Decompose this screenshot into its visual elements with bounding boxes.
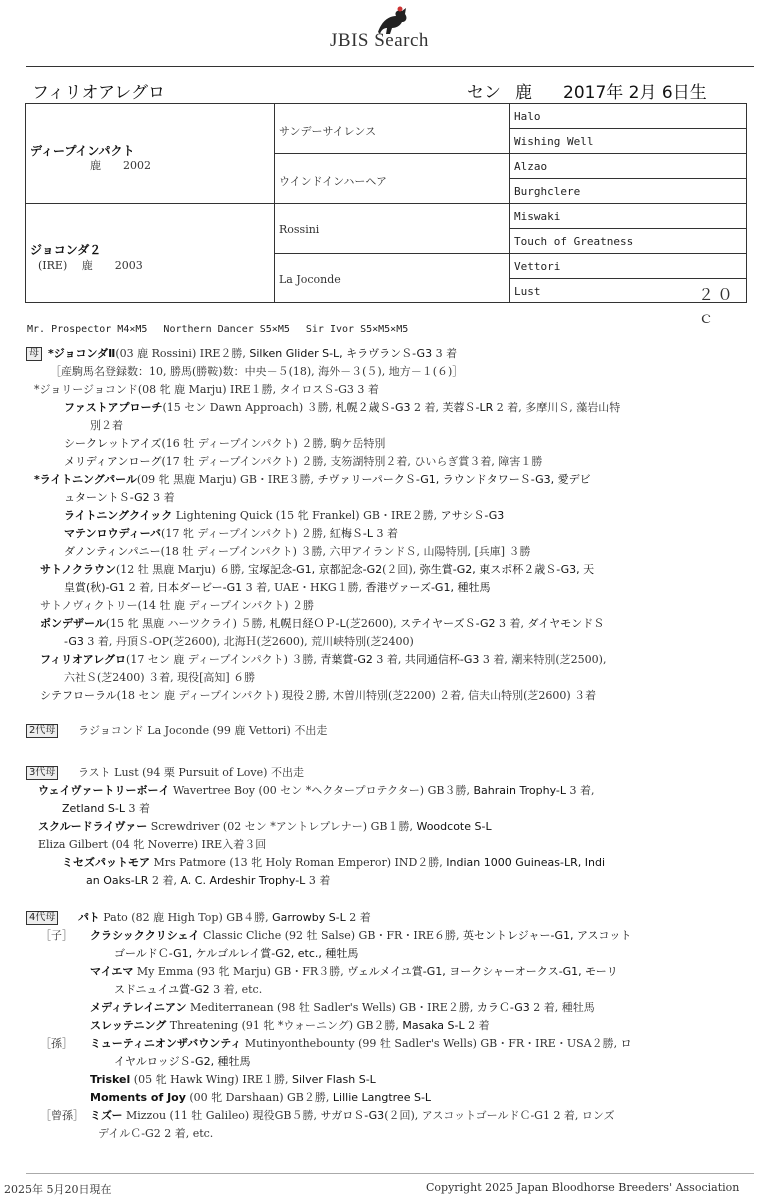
record-text: 3 着, bbox=[372, 653, 405, 666]
horse-sex: セン bbox=[467, 83, 501, 103]
horse-link[interactable]: フィリオアレグロ bbox=[40, 653, 127, 666]
horse-link[interactable]: マテンロウディーバ bbox=[64, 527, 162, 540]
gp-5[interactable]: Miswaki bbox=[514, 210, 561, 223]
record-text: 札幌日経ＯＰ-L bbox=[269, 617, 346, 630]
record-text: an Oaks-LR bbox=[86, 874, 149, 887]
record-text: アサシＳ-G3 bbox=[440, 509, 505, 522]
third-dam-tag: 3代母 bbox=[26, 766, 58, 780]
footer-date: 2025年 5月20日現在 bbox=[4, 1183, 112, 1196]
second-dam-tag: 2代母 bbox=[26, 724, 58, 738]
dam-tag: 母 bbox=[26, 347, 42, 361]
record-text: 3 着 bbox=[149, 491, 175, 504]
gp-3[interactable]: Alzao bbox=[514, 160, 548, 173]
record-text: A. C. Ardeshir Trophy-L bbox=[180, 874, 306, 887]
record-text: ゴールドＣ-G1, ケルゴルレイ賞-G2, etc., 種牡馬 bbox=[114, 947, 359, 960]
fourth-dam-record-line bbox=[78, 909, 371, 925]
fourth-dam-record-line bbox=[90, 963, 618, 979]
record-text: 2 着, 種牡馬 bbox=[529, 1001, 595, 1014]
dam-record-line bbox=[64, 489, 175, 505]
record-text: 2 着 bbox=[345, 911, 371, 924]
record-text: Pato (82 鹿 High Top) GB４勝, bbox=[99, 911, 273, 924]
record-text: (17 牡 ディープインパクト) ２勝, 支笏湖特別２着, ひいらぎ賞３着, 障害１勝 bbox=[161, 455, 543, 468]
dam-sire[interactable]: Rossini bbox=[279, 223, 320, 236]
record-text: 3 着 bbox=[305, 874, 331, 887]
record-text: My Emma (93 牝 Marju) GB・FR３勝, bbox=[133, 965, 348, 978]
record-text: ［産駒馬名登録数：10, 勝馬(勝鞍)数：中央－５(18), 海外－３(５), 地方－１(６)］ bbox=[50, 365, 464, 378]
dam-record-line bbox=[64, 525, 398, 541]
gp-8[interactable]: Lust bbox=[514, 285, 541, 298]
record-text: Threatening (91 牝 *ウォーニング) GB２勝, bbox=[166, 1019, 403, 1032]
dam-record-line bbox=[90, 417, 123, 433]
horse-link[interactable]: Triskel bbox=[90, 1073, 131, 1086]
fourth-dam-record-line bbox=[90, 927, 631, 943]
record-text: Indian 1000 Guineas-LR, Indi bbox=[446, 856, 606, 869]
record-text: (16 牡 ディープインパクト) ２勝, 駒ケ岳特別 bbox=[161, 437, 386, 450]
grandchild-label: ［孫］ bbox=[40, 1037, 73, 1050]
jbis-logo[interactable] bbox=[0, 0, 775, 60]
fourth-dam-record-line bbox=[114, 945, 358, 961]
record-text: 3 着, 潮来特別(芝2500), bbox=[479, 653, 607, 666]
record-text: ロ bbox=[620, 1037, 632, 1050]
horse-link[interactable]: ライトニングクイック bbox=[64, 509, 173, 522]
horse-link[interactable]: マイエマ bbox=[90, 965, 134, 978]
record-text: サガロＳ-G3 bbox=[320, 1109, 385, 1122]
record-text: Mediterranean (98 牡 Sadler's Wells) GB・IRE２勝, bbox=[186, 1001, 477, 1014]
record-text: Screwdriver (02 セン *アントレプレナー) GB１勝, bbox=[147, 820, 417, 833]
dam-meta: (IRE) 鹿 2003 bbox=[38, 259, 143, 272]
record-text: 共同通信杯-G3 bbox=[404, 653, 480, 666]
sire-sire[interactable]: サンデーサイレンス bbox=[279, 125, 377, 138]
record-text: (18 牡 ディープインパクト) ３勝, 六甲アイランドＳ, 山陽特別, [兵庫] ３勝 bbox=[160, 545, 531, 558]
record-text: 3 着 bbox=[124, 802, 150, 815]
record-text: Classic Cliche (92 牡 Salse) GB・FR・IRE６勝, bbox=[199, 929, 463, 942]
third-dam-record-line bbox=[38, 836, 266, 852]
horse-link[interactable]: ウェイヴァートリーボーイ bbox=[38, 784, 170, 797]
record-text: 3 着, etc. bbox=[209, 983, 263, 996]
horse-link[interactable]: ファストアプローチ bbox=[64, 401, 163, 414]
record-text: Wavertree Boy (00 セン *ヘクタープロテクター) GB３勝, bbox=[169, 784, 474, 797]
gp-6[interactable]: Touch of Greatness bbox=[514, 235, 634, 248]
dam-record-line bbox=[40, 651, 606, 667]
record-text: 芙蓉Ｓ-LR bbox=[442, 401, 494, 414]
record-text: Masaka S-L bbox=[402, 1019, 465, 1032]
record-text: 3 着, bbox=[495, 617, 528, 630]
child-label: ［子］ bbox=[40, 929, 73, 942]
record-text: Mizzou (11 牡 Galileo) 現役GB５勝, bbox=[122, 1109, 321, 1122]
inbreeding-crosses: Mr. Prospector M4×M5 Northern Dancer S5×M5 Sir Ivor S5×M5×M5 bbox=[27, 324, 409, 335]
horse-link[interactable]: ポンデザール bbox=[40, 617, 106, 630]
third-dam-record-line bbox=[62, 800, 150, 816]
third-dam-record-line bbox=[62, 854, 605, 870]
dam-record-line bbox=[64, 399, 620, 415]
record-text: Mutinyonthebounty (99 牡 Sadler's Wells) GB・FR・IRE・USA２勝, bbox=[241, 1037, 621, 1050]
dam-record-line bbox=[40, 561, 594, 577]
greatgrandchild-label: ［曾孫］ bbox=[40, 1109, 84, 1122]
record-text: (12 牡 黒鹿 Marju) ６勝, bbox=[116, 563, 249, 576]
record-text: シークレットアイズ bbox=[64, 437, 162, 450]
horse-color: 鹿 bbox=[515, 83, 532, 103]
dam-record-line bbox=[64, 633, 414, 649]
record-text: 別２着 bbox=[90, 419, 123, 432]
record-text: ュターントＳ-G2 bbox=[64, 491, 150, 504]
record-text: 3 着, UAE・HKG１勝, bbox=[242, 581, 366, 594]
fourth-dam-record-line bbox=[90, 999, 595, 1015]
record-text: 弥生賞-G2, 東スポ杯２歳Ｓ-G3, 天 bbox=[419, 563, 595, 576]
record-text: (05 牝 Hawk Wing) IRE１勝, bbox=[130, 1073, 292, 1086]
record-text: ダイヤモンドＳ bbox=[527, 617, 605, 630]
record-text: 2 着, bbox=[410, 401, 443, 414]
fourth-dam-record-line bbox=[114, 981, 262, 997]
record-text: (15 牝 黒鹿 ハーツクライ) ５勝, bbox=[105, 617, 270, 630]
record-text: 青葉賞-G2 bbox=[320, 653, 373, 666]
footer-rule bbox=[26, 1173, 754, 1174]
dam-record-line bbox=[50, 363, 463, 379]
record-text: Silver Flash S-L bbox=[292, 1073, 376, 1086]
record-text: (18 セン 鹿 ディープインパクト) 現役２勝, 木曽川特別(芝2200) ２着, 信夫山特別(芝2600) ３着 bbox=[116, 689, 597, 702]
horse-link[interactable]: *ライトニングパール bbox=[34, 473, 137, 486]
pedigree-table bbox=[25, 103, 747, 327]
record-text: 2 着, bbox=[148, 874, 181, 887]
dam-record-line bbox=[48, 345, 457, 361]
horse-link[interactable]: パト bbox=[78, 911, 100, 924]
record-text: 2 着, 多摩川Ｓ, 藻岩山特 bbox=[493, 401, 621, 414]
record-text: ヴェルメイユ賞-G1, ヨークシャーオークス-G1, モーリ bbox=[347, 965, 618, 978]
dam-name[interactable]: ジョコンダ２ bbox=[30, 243, 102, 257]
record-text: Mrs Patmore (13 牝 Holy Roman Emperor) IND２勝, bbox=[150, 856, 447, 869]
horse-link[interactable]: スクルードライヴァー bbox=[38, 820, 148, 833]
horse-name: フィリオアレグロ bbox=[32, 83, 165, 103]
header-rule bbox=[26, 66, 754, 67]
record-text: 3 着, 丹頂Ｓ-OP(芝2600), 北海Ｈ(芝2600), 荒川峡特別(芝2400) bbox=[83, 635, 414, 648]
record-text: ステイヤーズＳ-G2 bbox=[400, 617, 496, 630]
record-text: Silken Glider S-L, キラヴランＳ-G3 bbox=[249, 347, 433, 360]
record-text: カラＣ-G3 bbox=[476, 1001, 530, 1014]
fourth-dam-record-line bbox=[90, 1071, 376, 1087]
record-text: スドニュイユ賞-G2 bbox=[114, 983, 210, 996]
record-text: Lightening Quick (15 牝 Frankel) GB・IRE２勝, bbox=[172, 509, 441, 522]
record-text: Eliza Gilbert (04 牝 Noverre) IRE入着３回 bbox=[38, 838, 267, 851]
fourth-dam-record-line bbox=[90, 1107, 615, 1123]
record-text: (17 牝 ディープインパクト) ２勝, bbox=[161, 527, 330, 540]
fourth-dam-tag: 4代母 bbox=[26, 911, 58, 925]
dam-record-line bbox=[64, 669, 255, 685]
record-text: -G3 bbox=[64, 635, 84, 648]
dam-record-line bbox=[64, 435, 385, 451]
record-text: Bahrain Trophy-L bbox=[473, 784, 566, 797]
dam-dam[interactable]: La Joconde bbox=[279, 273, 341, 286]
record-text: (00 牝 Darshaan) GB２勝, bbox=[185, 1091, 333, 1104]
record-text: ラスト Lust (94 栗 Pursuit of Love) 不出走 bbox=[78, 766, 304, 779]
dam-record-line bbox=[64, 507, 504, 523]
fourth-dam-record-line bbox=[90, 1035, 632, 1051]
record-text: 札幌２歳Ｓ-G3 bbox=[335, 401, 411, 414]
record-text: (２回), bbox=[382, 563, 420, 576]
fourth-dam-record-line bbox=[98, 1125, 213, 1141]
record-text: Zetland S-L bbox=[62, 802, 125, 815]
sire-dam[interactable]: ウインドインハーヘア bbox=[279, 175, 388, 188]
record-text: (15 セン Dawn Approach) ３勝, bbox=[162, 401, 336, 414]
dam-record-line bbox=[40, 615, 604, 631]
record-text: Woodcote S-L bbox=[416, 820, 492, 833]
dam-record-line bbox=[40, 597, 314, 613]
record-text: *ジョリージョコンド(08 牝 鹿 Marju) IRE１勝, タイロスＳ-G3 3 着 bbox=[34, 383, 379, 396]
sire-name[interactable]: ディープインパクト bbox=[30, 144, 135, 158]
record-text: 六社Ｓ(芝2400) ３着, 現役[高知] ６勝 bbox=[64, 671, 256, 684]
record-text: 3 着 bbox=[373, 527, 399, 540]
gp-2[interactable]: Wishing Well bbox=[514, 135, 594, 148]
record-text: 宝塚記念-G1, 京都記念-G2 bbox=[248, 563, 383, 576]
record-text: メリディアンローグ bbox=[64, 455, 162, 468]
dam-record-line bbox=[40, 687, 596, 703]
horse-link[interactable]: ミューティニオンザバウンティ bbox=[90, 1037, 242, 1050]
horse-link[interactable]: スレッテニング bbox=[90, 1019, 167, 1032]
dam-record-line bbox=[64, 579, 490, 595]
record-text: 紅梅Ｓ-L bbox=[329, 527, 374, 540]
gp-1[interactable]: Halo bbox=[514, 110, 541, 123]
third-dam-record-line bbox=[78, 764, 304, 780]
gp-7[interactable]: Vettori bbox=[514, 260, 561, 273]
record-text: イヤルロッジＳ-G2, 種牡馬 bbox=[114, 1055, 251, 1068]
record-text: 3 着, bbox=[566, 784, 595, 797]
horse-link[interactable]: クラシッククリシェイ bbox=[90, 929, 200, 942]
record-text: Lillie Langtree S-L bbox=[332, 1091, 432, 1104]
logo-text: JBIS Search bbox=[330, 30, 429, 51]
record-text: サトノヴィクトリー(14 牡 鹿 ディープインパクト) ２勝 bbox=[40, 599, 315, 612]
record-text: 2 着, bbox=[125, 581, 158, 594]
record-text: シテフローラル bbox=[40, 689, 117, 702]
record-text: 3 着 bbox=[432, 347, 458, 360]
horse-link[interactable]: ミセズパットモア bbox=[62, 856, 150, 869]
record-text: (２回), アスコットゴールドＣ-G1 2 着, ロンズ bbox=[384, 1109, 615, 1122]
footer-copyright: Copyright 2025 Japan Bloodhorse Breeders' Association bbox=[426, 1181, 740, 1194]
horse-birthdate: 2017年 2月 6日生 bbox=[563, 83, 707, 103]
record-text: 香港ヴァーズ-G1, 種牡馬 bbox=[365, 581, 491, 594]
record-text: 英セントレジャー-G1, アスコット bbox=[463, 929, 632, 942]
sire-meta: 鹿 2002 bbox=[90, 159, 151, 172]
third-dam-record-line bbox=[86, 872, 330, 888]
horse-link[interactable]: メディテレイニアン bbox=[90, 1001, 187, 1014]
record-text: (芝2600), bbox=[345, 617, 401, 630]
horse-link[interactable]: *ジョコンダⅡ bbox=[48, 347, 116, 360]
family-number: ２０ｃ bbox=[698, 285, 737, 327]
fourth-dam-record-line bbox=[90, 1089, 431, 1105]
dam-record-line bbox=[34, 381, 379, 397]
dam-record-line bbox=[64, 453, 542, 469]
gp-4[interactable]: Burghclere bbox=[514, 185, 581, 198]
record-text: (17 セン 鹿 ディープインパクト) ３勝, bbox=[126, 653, 321, 666]
record-text: 皇賞(秋)-G1 bbox=[64, 581, 126, 594]
dam-record-line bbox=[64, 543, 531, 559]
third-dam-record-line bbox=[38, 818, 492, 834]
second-dam-record: ラジョコンド La Joconde (99 鹿 Vettori) 不出走 bbox=[78, 724, 328, 737]
record-text: 2 着 bbox=[464, 1019, 490, 1032]
horse-link[interactable]: Moments of Joy bbox=[90, 1091, 186, 1104]
record-text: Garrowby S-L bbox=[272, 911, 346, 924]
dam-record-line bbox=[34, 471, 591, 487]
fourth-dam-record-line bbox=[114, 1053, 251, 1069]
fourth-dam-record-line bbox=[90, 1017, 490, 1033]
record-text: 日本ダービー-G1 bbox=[157, 581, 243, 594]
third-dam-record-line bbox=[38, 782, 595, 798]
record-text: ダノンティンパニー bbox=[64, 545, 161, 558]
record-text: (09 牝 黒鹿 Marju) GB・IRE３勝, bbox=[136, 473, 318, 486]
horse-link[interactable]: ミズー bbox=[90, 1109, 123, 1122]
horse-link[interactable]: サトノクラウン bbox=[40, 563, 117, 576]
record-text: チヴァリーパークＳ-G1, ラウンドタワーＳ-G3, 愛デビ bbox=[317, 473, 591, 486]
record-text: デイルＣ-G2 2 着, etc. bbox=[98, 1127, 214, 1140]
record-text: (03 鹿 Rossini) IRE２勝, bbox=[115, 347, 250, 360]
